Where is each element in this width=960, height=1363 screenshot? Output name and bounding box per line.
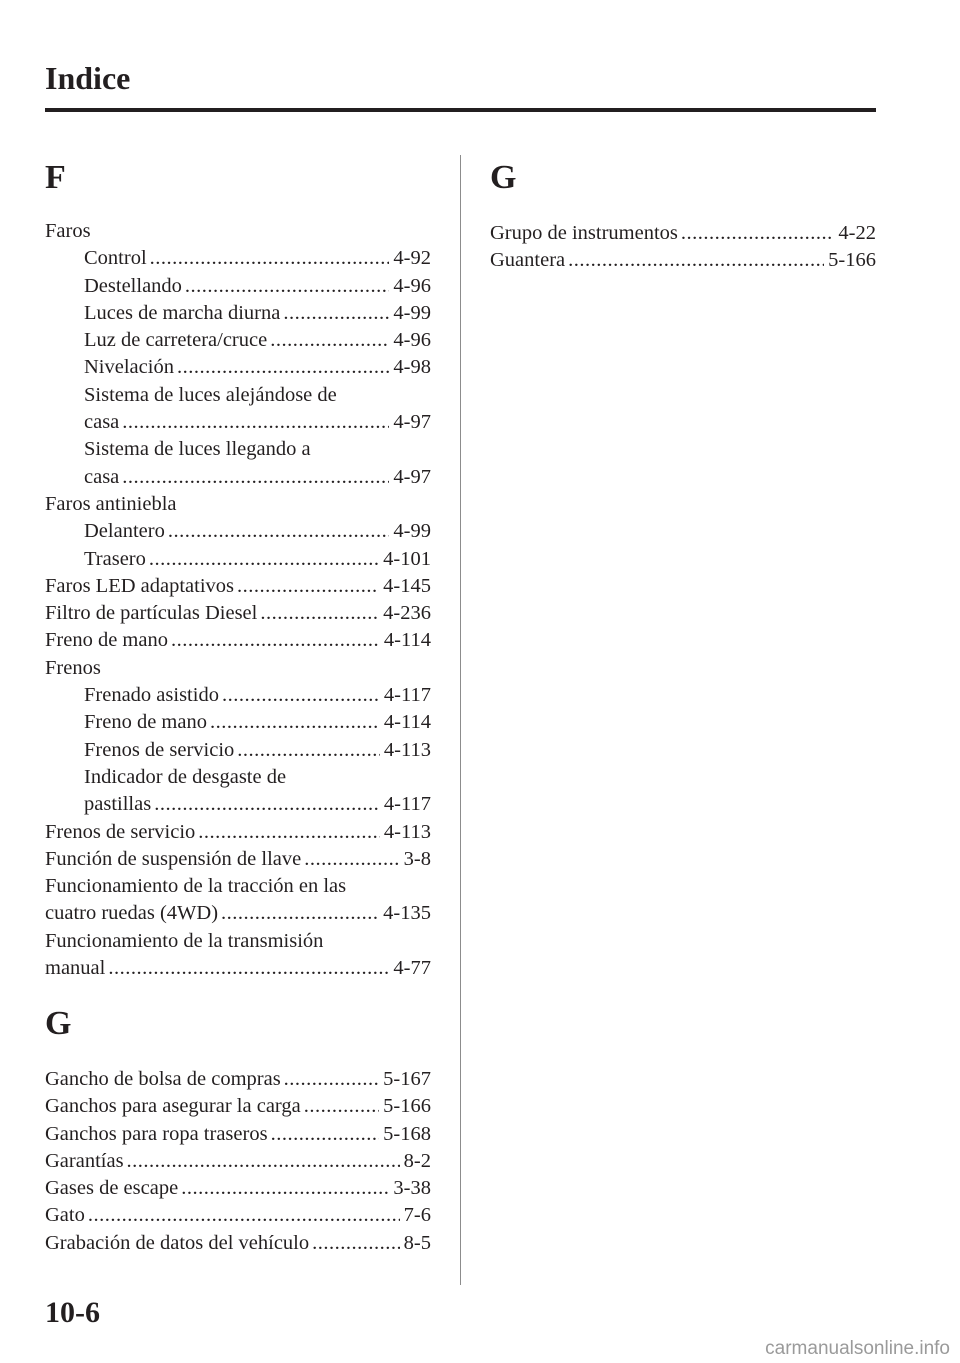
column-divider — [460, 155, 461, 1285]
entry-text: Frenos — [45, 656, 101, 679]
entry-text: Funcionamiento de la transmisión — [45, 929, 324, 952]
index-subentry — [45, 737, 431, 764]
index-list-g-continued — [490, 220, 876, 275]
entry-text: Trasero — [84, 547, 146, 570]
index-entry — [45, 600, 431, 627]
index-entry — [45, 1148, 431, 1175]
entry-page-ref: 4-113 — [383, 820, 431, 843]
entry-text: pastillas — [84, 793, 152, 816]
dot-leader — [681, 220, 835, 247]
entry-text: Grupo de instrumentos — [490, 222, 678, 244]
entry-text: Freno de mano — [84, 711, 207, 734]
index-entry — [45, 573, 431, 600]
entry-text: Filtro de partículas Diesel — [45, 602, 258, 625]
index-entry — [45, 1230, 431, 1257]
entry-text: Gato — [45, 1204, 85, 1227]
entry-page-ref: 4-114 — [383, 711, 431, 734]
dot-leader — [122, 409, 389, 436]
index-entry — [45, 655, 431, 682]
entry-text: Destellando — [84, 274, 182, 297]
index-entry — [45, 1121, 431, 1148]
index-entry — [45, 491, 431, 518]
entry-page-ref: 5-166 — [383, 1095, 431, 1118]
entry-text: Gases de escape — [45, 1177, 179, 1200]
index-entry — [45, 218, 431, 245]
entry-page-ref: 4-145 — [383, 574, 431, 597]
dot-leader — [283, 300, 389, 327]
entry-page-ref: 4-101 — [383, 547, 431, 570]
entry-text: Luces de marcha diurna — [84, 301, 281, 324]
dot-leader — [150, 245, 390, 272]
entry-page-ref: 5-168 — [383, 1122, 431, 1145]
entry-page-ref: 4-22 — [838, 222, 876, 244]
entry-text: Luz de carretera/cruce — [84, 329, 268, 352]
entry-page-ref: 8-5 — [403, 1231, 431, 1254]
dot-leader — [222, 682, 380, 709]
entry-page-ref: 3-8 — [403, 847, 431, 870]
index-subentry — [45, 354, 431, 381]
index-entry — [45, 1202, 431, 1229]
entry-text: Frenado asistido — [84, 684, 219, 707]
entry-page-ref: 4-96 — [393, 329, 431, 352]
index-subentry — [45, 464, 431, 491]
entry-page-ref: 4-135 — [383, 902, 431, 925]
index-subentry — [45, 546, 431, 573]
entry-page-ref: 4-114 — [383, 629, 431, 652]
index-subentry — [45, 300, 431, 327]
index-entry — [45, 873, 431, 900]
entry-text: Delantero — [84, 520, 165, 543]
entry-text: casa — [84, 411, 120, 434]
entry-text: Ganchos para asegurar la carga — [45, 1095, 301, 1118]
index-subentry — [45, 764, 431, 791]
index-entry — [45, 627, 431, 654]
entry-text: Grabación de datos del vehículo — [45, 1231, 310, 1254]
entry-page-ref: 3-38 — [393, 1177, 431, 1200]
entry-text: Nivelación — [84, 356, 174, 379]
dot-leader — [122, 464, 389, 491]
section-letter-g-continued: G — [490, 159, 517, 196]
index-subentry — [45, 409, 431, 436]
dot-leader — [312, 1230, 400, 1257]
index-subentry — [45, 682, 431, 709]
entry-text: Faros — [45, 220, 91, 242]
index-entry — [490, 247, 876, 274]
entry-text: cuatro ruedas (4WD) — [45, 902, 219, 925]
page-header-title: Indice — [45, 60, 131, 96]
entry-page-ref: 4-96 — [393, 274, 431, 297]
entry-page-ref: 4-117 — [383, 684, 431, 707]
dot-leader — [177, 354, 389, 381]
dot-leader — [88, 1202, 400, 1229]
entry-text: Guantera — [490, 249, 566, 272]
entry-page-ref: 8-2 — [403, 1149, 431, 1172]
index-list-f — [45, 218, 431, 982]
index-subentry — [45, 791, 431, 818]
index-entry — [45, 900, 431, 927]
dot-leader — [154, 791, 380, 818]
entry-text: Frenos de servicio — [84, 738, 235, 761]
dot-leader — [568, 247, 824, 274]
index-entry — [45, 1093, 431, 1120]
section-letter-g: G — [45, 1005, 72, 1042]
dot-leader — [221, 900, 379, 927]
entry-text: Faros LED adaptativos — [45, 574, 235, 597]
entry-text: manual — [45, 957, 106, 980]
entry-text: Freno de mano — [45, 629, 168, 652]
index-entry — [45, 1066, 431, 1093]
entry-text: Gancho de bolsa de compras — [45, 1068, 281, 1090]
entry-text: Funcionamiento de la tracción en las — [45, 875, 347, 898]
entry-page-ref: 5-167 — [383, 1068, 431, 1090]
header-rule — [45, 108, 876, 112]
dot-leader — [270, 327, 389, 354]
dot-leader — [237, 573, 379, 600]
index-subentry — [45, 327, 431, 354]
index-list-g — [45, 1066, 431, 1257]
entry-page-ref: 4-236 — [383, 602, 431, 625]
index-entry — [45, 846, 431, 873]
dot-leader — [171, 627, 380, 654]
entry-text: Indicador de desgaste de — [84, 765, 287, 788]
dot-leader — [284, 1066, 380, 1093]
dot-leader — [185, 273, 390, 300]
entry-page-ref: 4-98 — [393, 356, 431, 379]
dot-leader — [198, 819, 380, 846]
entry-text: Garantías — [45, 1149, 124, 1172]
entry-page-ref: 5-166 — [828, 249, 876, 272]
entry-page-ref: 7-6 — [403, 1204, 431, 1227]
entry-page-ref: 4-99 — [393, 520, 431, 543]
dot-leader — [149, 546, 379, 573]
entry-text: casa — [84, 465, 120, 488]
entry-text: Frenos de servicio — [45, 820, 196, 843]
dot-leader — [271, 1121, 380, 1148]
entry-page-ref: 4-113 — [383, 738, 431, 761]
index-subentry — [45, 273, 431, 300]
dot-leader — [127, 1148, 400, 1175]
entry-text: Función de suspensión de llave — [45, 847, 302, 870]
index-entry — [45, 1175, 431, 1202]
watermark: carmanualsonline.info — [765, 1338, 950, 1359]
index-entry — [490, 220, 876, 247]
dot-leader — [181, 1175, 389, 1202]
index-subentry — [45, 436, 431, 463]
index-subentry — [45, 709, 431, 736]
entry-text: Ganchos para ropa traseros — [45, 1122, 268, 1145]
dot-leader — [168, 518, 390, 545]
entry-text: Faros antiniebla — [45, 492, 177, 515]
entry-page-ref: 4-97 — [393, 465, 431, 488]
entry-page-ref: 4-97 — [393, 411, 431, 434]
index-subentry — [45, 245, 431, 272]
entry-text: Sistema de luces alejándose de — [84, 383, 337, 406]
entry-text: Control — [84, 247, 147, 270]
entry-page-ref: 4-99 — [393, 301, 431, 324]
dot-leader — [237, 737, 380, 764]
entry-text: Sistema de luces llegando a — [84, 438, 311, 461]
index-subentry — [45, 518, 431, 545]
entry-page-ref: 4-77 — [393, 957, 431, 980]
index-entry — [45, 819, 431, 846]
entry-page-ref: 4-117 — [383, 793, 431, 816]
index-subentry — [45, 382, 431, 409]
dot-leader — [304, 846, 399, 873]
entry-page-ref: 4-92 — [393, 247, 431, 270]
dot-leader — [260, 600, 379, 627]
dot-leader — [210, 709, 380, 736]
section-letter-f: F — [45, 159, 66, 196]
dot-leader — [108, 955, 389, 982]
index-entry — [45, 955, 431, 982]
dot-leader — [304, 1093, 379, 1120]
index-entry — [45, 928, 431, 955]
page-number: 10-6 — [45, 1296, 100, 1329]
